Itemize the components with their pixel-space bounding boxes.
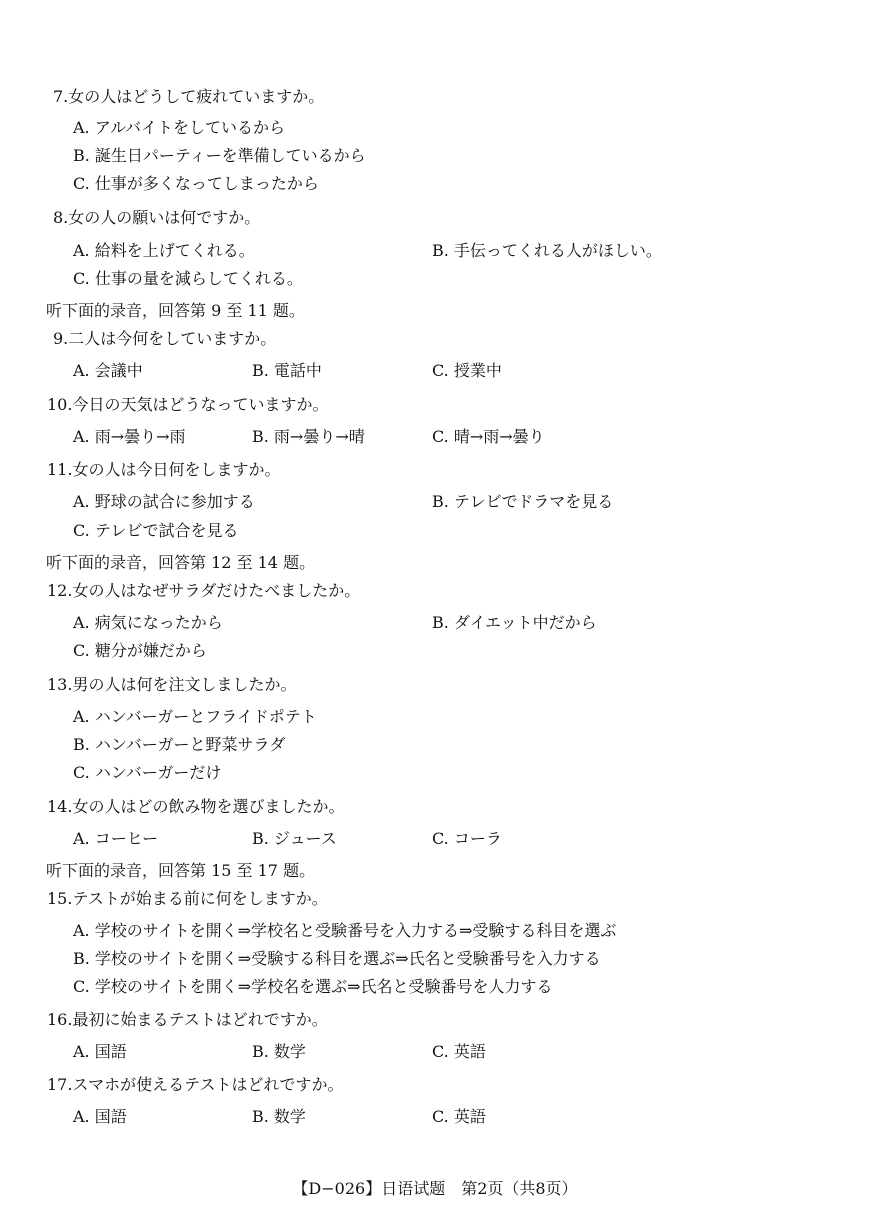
q14-option-a: A. コーヒー [73, 829, 159, 848]
q17-option-a: A. 国語 [73, 1107, 127, 1126]
q14-option-c: C. コーラ [432, 829, 502, 848]
q7-option-b: B. 誕生日パーティーを準備しているから [73, 146, 366, 165]
q12-option-a: A. 病気になったから [73, 613, 223, 632]
q15-option-b: B. 学校のサイトを開く⇒受験する科目を選ぶ⇒氏名と受験番号を入力する [73, 949, 601, 968]
q9-option-a: A. 会議中 [73, 361, 143, 380]
question-8: 8.女の人の願いは何ですか。 [53, 208, 261, 227]
q8-option-c: C. 仕事の量を減らしてくれる。 [73, 269, 303, 288]
question-15: 15.テストが始まる前に何をしますか。 [47, 889, 328, 908]
instruction-15-17: 听下面的录音，回答第 15 至 17 题。 [46, 861, 316, 880]
q9-option-c: C. 授業中 [432, 361, 502, 380]
q8-option-a: A. 給料を上げてくれる。 [73, 241, 255, 260]
question-14: 14.女の人はどの飲み物を選びましたか。 [47, 797, 345, 816]
question-11: 11.女の人は今日何をしますか。 [47, 460, 281, 479]
q12-option-c: C. 糖分が嫌だから [73, 641, 207, 660]
instruction-9-11: 听下面的录音，回答第 9 至 11 题。 [46, 301, 305, 320]
question-17: 17.スマホが使えるテストはどれですか。 [47, 1075, 344, 1094]
q13-option-b: B. ハンバーガーと野菜サラダ [73, 735, 286, 754]
q10-option-a: A. 雨→曇り→雨 [73, 427, 186, 446]
question-7: 7.女の人はどうして疲れていますか。 [53, 87, 325, 106]
q11-option-b: B. テレビでドラマを見る [432, 492, 614, 511]
q15-option-c: C. 学校のサイトを開く⇒学校名を選ぶ⇒氏名と受験番号を人力する [73, 977, 553, 996]
q13-option-a: A. ハンバーガーとフライドポテト [73, 707, 317, 726]
page-footer: 【D−026】日语试题 第2页（共8页） [292, 1179, 578, 1198]
q9-option-b: B. 電話中 [252, 361, 322, 380]
q16-option-b: B. 数学 [252, 1042, 306, 1061]
q11-option-a: A. 野球の試合に参加する [73, 492, 255, 511]
q8-option-b: B. 手伝ってくれる人がほしい。 [432, 241, 662, 260]
q12-option-b: B. ダイエット中だから [432, 613, 597, 632]
q15-option-a: A. 学校のサイトを開く⇒学校名と受験番号を入力する⇒受験する科目を選ぶ [73, 921, 617, 940]
q7-option-a: A. アルバイトをしているから [73, 118, 285, 137]
question-10: 10.今日の天気はどうなっていますか。 [47, 395, 329, 414]
instruction-12-14: 听下面的录音，回答第 12 至 14 题。 [46, 553, 316, 572]
question-13: 13.男の人は何を注文しましたか。 [47, 675, 297, 694]
q16-option-a: A. 国語 [73, 1042, 127, 1061]
q17-option-c: C. 英語 [432, 1107, 486, 1126]
q13-option-c: C. ハンバーガーだけ [73, 763, 222, 782]
q16-option-c: C. 英語 [432, 1042, 486, 1061]
q17-option-b: B. 数学 [252, 1107, 306, 1126]
question-12: 12.女の人はなぜサラダだけたべましたか。 [47, 581, 361, 600]
q7-option-c: C. 仕事が多くなってしまったから [73, 174, 319, 193]
question-9: 9.二人は今何をしていますか。 [53, 329, 277, 348]
question-16: 16.最初に始まるテストはどれですか。 [47, 1010, 328, 1029]
q11-option-c: C. テレビで試合を見る [73, 521, 239, 540]
q10-option-b: B. 雨→曇り→晴 [252, 427, 365, 446]
q10-option-c: C. 晴→雨→曇り [432, 427, 545, 446]
q14-option-b: B. ジュース [252, 829, 337, 848]
